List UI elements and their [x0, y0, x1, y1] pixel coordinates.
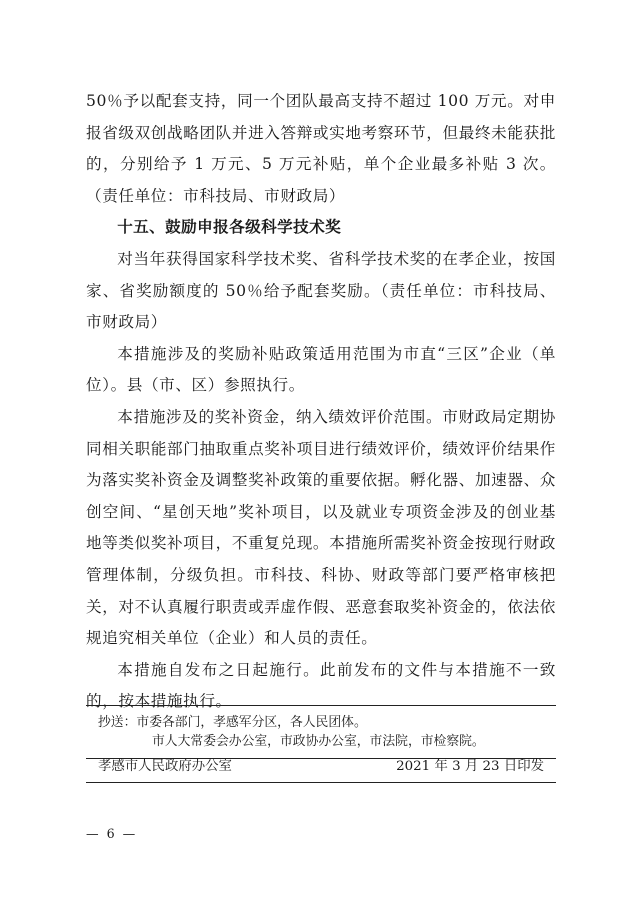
cc-line-1: 抄送：市委各部门，孝感军分区，各人民团体。	[98, 715, 367, 730]
page-number: — 6 —	[86, 826, 138, 841]
document-body	[86, 86, 556, 718]
paragraph-effective-date: 本措施自发布之日起施行。此前发布的文件与本措施不一致的，按本措施执行。	[86, 660, 556, 711]
paragraph-team-support: 50％予以配套支持，同一个团队最高支持不超过 100 万元。对申报省级双创战略团队并进入答辩或实地考察环节，但最终未能获批的，分别给予 1 万元、5 万元补贴，单个企业最多补贴 3 次。（责任单位：市科技局、市财政局）	[86, 92, 556, 205]
paragraph-science-award: 对当年获得国家科学技术奖、省科学技术奖的在孝企业，按国家、省奖励额度的 50％给予配套奖励。（责任单位：市科技局、市财政局）	[86, 249, 556, 332]
section-heading-15: 十五、鼓励申报各级科学技术奖	[117, 218, 342, 237]
paragraph-performance-evaluation: 本措施涉及的奖补资金，纳入绩效评价范围。市财政局定期协同相关职能部门抽取重点奖补项目进行绩效评价，绩效评价结果作为落实奖补资金及调整奖补政策的重要依据。孵化器、加速器、众创空间、“星创天地”奖补项目，以及就业专项资金涉及的创业基地等类似奖补项目，不重复兑现。本措施所需奖补资金按现行财政管理体制，分级负担。市科技、科协、财政等部门要严格审核把关，对不认真履行职责或弄虚作假、恶意套取奖补资金的，依法依规追究相关单位（企业）和人员的责任。	[86, 407, 556, 648]
paragraph-scope: 本措施涉及的奖励补贴政策适用范围为市直“三区”企业（单位）。县（市、区）参照执行。	[86, 344, 556, 395]
cc-line-2: 市人大常委会办公室，市政协办公室，市法院，市检察院。	[152, 734, 485, 749]
issue-date: 2021 年 3 月 23 日印发	[396, 759, 544, 774]
issuer-line	[86, 752, 556, 783]
issuer-office: 孝感市人民政府办公室	[98, 759, 232, 774]
cc-distribution	[86, 705, 556, 759]
